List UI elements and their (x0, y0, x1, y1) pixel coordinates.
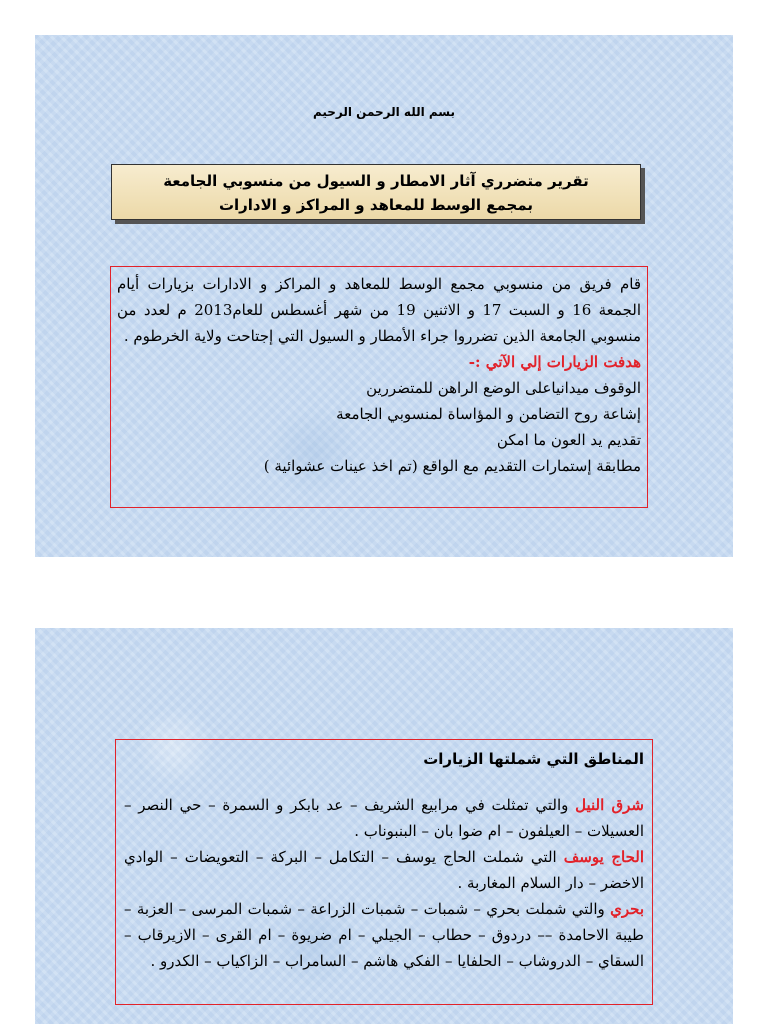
slide-2 (35, 628, 733, 1024)
area-item (124, 844, 644, 896)
area-text: والتي شملت بحري – شمبات – شمبات الزراعة – شمبات المرسى – العزبة – طيبة الاحامدة –– دردوق – حطاب – الجيلي – ام ضريوة – ام القرى – الازيرقاب – السقاي – الدروشاب – الحلفايا – الفكي هاشم – السامراب – الزاكياب – الكدرو . (124, 900, 644, 970)
area-text: التي شملت الحاج يوسف – التكامل – البركة – التعويضات – الوادي الاخضر – دار السلام المغاربة . (124, 848, 644, 892)
area-text: والتي تمثلت في مرابيع الشريف – عد بابكر و السمرة – حي النصر – العسيلات – العيلفون – ام ضوا بان – البنبوناب . (124, 796, 644, 840)
goal-item: تقديم يد العون ما امكن (496, 431, 641, 449)
title-line-2: بمجمع الوسط للمعاهد و المراكز و الادارات (218, 196, 534, 214)
areas-box (115, 739, 653, 1005)
intro-paragraph: قام فريق من منسوبي مجمع الوسط للمعاهد و المراكز و الادارات بزيارات أيام الجمعة 16 و السبت 17 و الاثنين 19 من شهر أغسطس للعام2013 م لعدد من منسوبي الجامعة الذين تضرروا جراء الأمطار و السيول التي إجتاحت ولاية الخرطوم . (117, 275, 641, 345)
report-title-box (111, 164, 641, 220)
areas-heading: المناطق التي شملتها الزيارات (423, 750, 644, 768)
area-name: بحري (610, 900, 644, 918)
title-line-1: تقرير متضرري آثار الامطار و السيول من منسوبي الجامعة (163, 172, 589, 190)
goal-item: الوقوف ميدانياعلى الوضع الراهن للمتضررين (366, 379, 641, 397)
intro-box (110, 266, 648, 508)
slide-1 (35, 35, 733, 557)
goal-item: مطابقة إستمارات التقديم مع الواقع (تم اخذ عينات عشوائية ) (263, 457, 641, 475)
goal-item: إشاعة روح التضامن و المؤاساة لمنسوبي الجامعة (336, 405, 641, 423)
area-item (124, 792, 644, 844)
area-item (124, 896, 644, 974)
area-name: شرق النيل (575, 796, 645, 814)
area-name: الحاج يوسف (563, 848, 645, 866)
basmala: بسم الله الرحمن الرحيم (312, 105, 456, 119)
goals-heading: هدفت الزيارات إلي الآتي :- (468, 353, 641, 371)
